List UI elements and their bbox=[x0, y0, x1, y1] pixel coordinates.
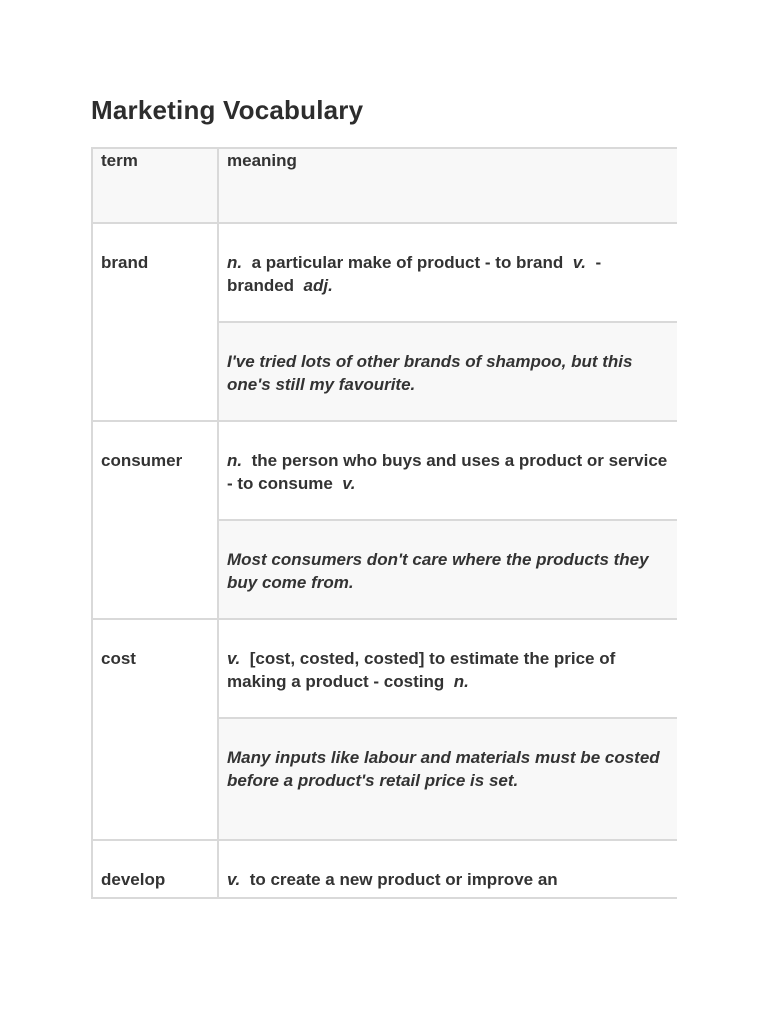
example-cost: Many inputs like labour and materials must be costed before a product's retail price is set. bbox=[218, 718, 677, 840]
vocabulary-table-container bbox=[91, 147, 677, 899]
header-meaning: meaning bbox=[218, 148, 677, 223]
header-term: term bbox=[92, 148, 218, 223]
table-header-row bbox=[92, 148, 677, 223]
part-of-speech: n. bbox=[227, 451, 243, 470]
part-of-speech: v. bbox=[227, 649, 241, 668]
definition-text: - branded bbox=[227, 253, 602, 295]
definition-text: to create a new product or improve an bbox=[249, 870, 558, 889]
term-consumer: consumer bbox=[92, 421, 218, 619]
definition-cost bbox=[218, 619, 677, 718]
table-row bbox=[92, 421, 677, 520]
part-of-speech: n. bbox=[453, 672, 469, 691]
table-row bbox=[92, 223, 677, 322]
definition-text: a particular make of product - to brand bbox=[251, 253, 564, 272]
term-brand: brand bbox=[92, 223, 218, 421]
table-row bbox=[92, 840, 677, 899]
part-of-speech: v. bbox=[572, 253, 586, 272]
vocabulary-table bbox=[91, 147, 677, 899]
definition-develop bbox=[218, 840, 677, 899]
definition-consumer bbox=[218, 421, 677, 520]
term-cost: cost bbox=[92, 619, 218, 840]
definition-brand bbox=[218, 223, 677, 322]
part-of-speech: v. bbox=[227, 870, 241, 889]
term-develop: develop bbox=[92, 840, 218, 899]
example-consumer: Most consumers don't care where the products they buy come from. bbox=[218, 520, 677, 619]
definition-text: [cost, costed, costed] to estimate the price of making a product - costing bbox=[227, 649, 616, 691]
part-of-speech: adj. bbox=[303, 276, 333, 295]
example-brand: I've tried lots of other brands of shampoo, but this one's still my favourite. bbox=[218, 322, 677, 421]
page-title: Marketing Vocabulary bbox=[91, 95, 364, 125]
part-of-speech: n. bbox=[227, 253, 243, 272]
definition-text: the person who buys and uses a product or service - to consume bbox=[227, 451, 668, 493]
part-of-speech: v. bbox=[342, 474, 356, 493]
table-row bbox=[92, 619, 677, 718]
